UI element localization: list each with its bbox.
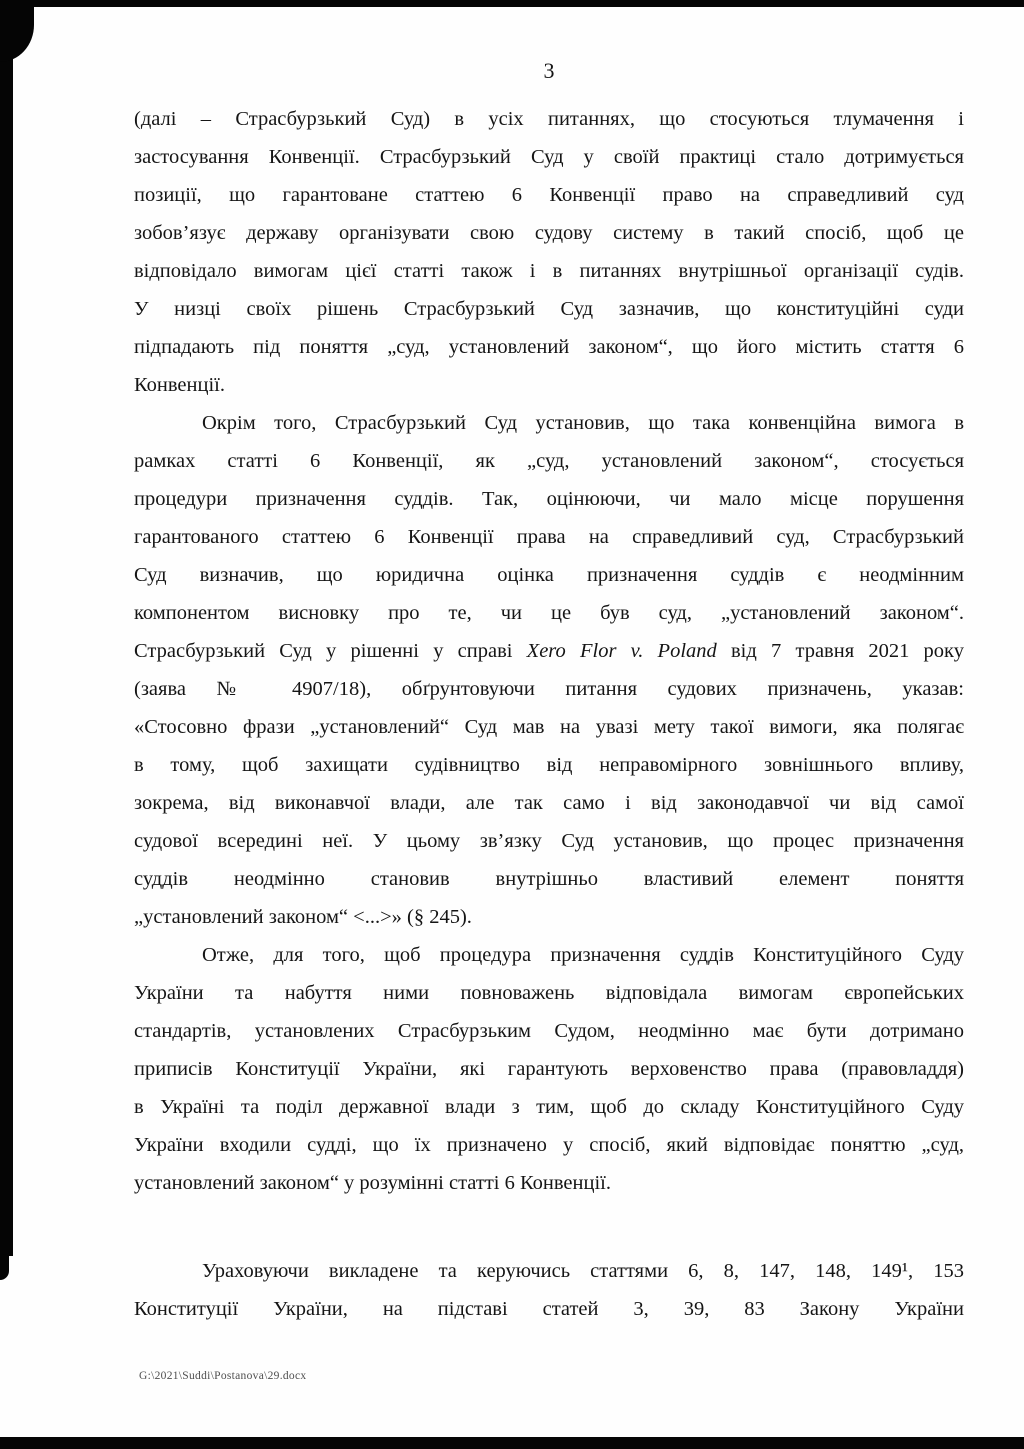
text-line: в Україні та поділ державної влади з тим, щоб до складу Конституційного Суду [134,1096,964,1118]
text-line: Суд визначив, що юридична оцінка призначення суддів є неодмінним [134,564,964,586]
file-path-footer: G:\2021\Suddi\Postanova\29.docx [139,1370,307,1382]
text-run: від 7 травня 2021 року [716,640,964,662]
text-line: (заява № 4907/18), обґрунтовуючи питання судових призначень, указав: [134,678,964,700]
text-line: Окрім того, Страсбурзький Суд установив, що така конвенційна вимога в [202,412,964,434]
text-line: судової всередині неї. У цьому зв’язку Суд установив, що процес призначення [134,830,964,852]
text-line: Ураховуючи викладене та керуючись статтями 6, 8, 147, 148, 149¹, 153 [202,1260,964,1282]
document-body [134,100,964,1328]
text-line: (далі – Страсбурзький Суд) в усіх питаннях, що стосуються тлумачення і [134,108,964,130]
text-line: «Стосовно фрази „установлений“ Суд мав на увазі мету такої вимоги, яка полягає [134,716,964,738]
scan-artifact-bottom-edge [0,1437,1024,1449]
scan-artifact-top-edge [0,0,1024,7]
text-line: застосування Конвенції. Страсбурзький Суд у своїй практиці стало дотримується [134,146,964,168]
text-line: компонентом висновку про те, чи це був суд, „установлений законом“. [134,602,964,624]
page-number: 3 [543,58,555,83]
paragraph [134,404,964,936]
text-line: У низці своїх рішень Страсбурзький Суд зазначив, що конституційні суди [134,298,964,320]
text-line: суддів неодмінно становив внутрішньо властивий елемент поняття [134,868,964,890]
text-line: процедури призначення суддів. Так, оцінюючи, чи мало місце порушення [134,488,964,510]
text-line: в тому, щоб захищати судівництво від неправомірного зовнішнього впливу, [134,754,964,776]
text-line: установлений законом“ у розумінні статті 6 Конвенції. [134,1172,611,1194]
text-line: зокрема, від виконавчої влади, але так само і від законодавчої чи від самої [134,792,964,814]
text-line: відповідало вимогам цієї статті також і в питаннях внутрішньої організації судів. [134,260,964,282]
paragraph [134,1252,964,1328]
text-line: гарантованого статтею 6 Конвенції права на справедливий суд, Страсбурзький [134,526,964,548]
paragraph [134,100,964,404]
text-line: „установлений законом“ <...>» (§ 245). [134,906,472,928]
scan-artifact-left-edge [0,0,13,1256]
text-line: Отже, для того, щоб процедура призначення суддів Конституційного Суду [202,944,964,966]
text-line [134,632,964,670]
text-line: стандартів, установлених Страсбурзьким Судом, неодмінно має бути дотримано [134,1020,964,1042]
text-line: України та набуття ними повноважень відповідала вимогам європейських [134,982,964,1004]
text-line: Конвенції. [134,374,225,396]
text-line: Конституції України, на підставі статей 3, 39, 83 Закону України [134,1298,964,1320]
text-line: приписів Конституції України, які гарантують верховенство права (правовладдя) [134,1058,964,1080]
text-line: позиції, що гарантоване статтею 6 Конвенції право на справедливий суд [134,184,964,206]
text-line: підпадають під поняття „суд, установлений законом“, що його містить стаття 6 [134,336,964,358]
text-line: рамках статті 6 Конвенції, як „суд, установлений законом“, стосується [134,450,964,472]
text-line: зобов’язує державу організувати свою судову систему в такий спосіб, щоб це [134,222,964,244]
paragraph [134,936,964,1202]
text-run: Страсбурзький Суд у рішенні у справі [134,640,527,662]
text-line: України входили судді, що їх призначено у спосіб, який відповідає поняттю „суд, [134,1134,964,1156]
case-citation-italic: Xero Flor v. Poland [526,640,717,662]
